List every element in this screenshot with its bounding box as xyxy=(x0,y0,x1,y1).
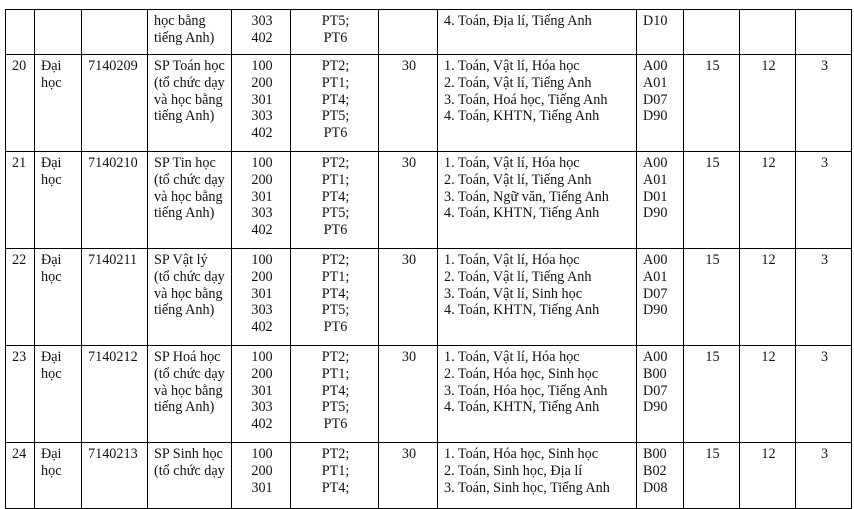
method-labels-line: PT6 xyxy=(323,222,348,239)
method-codes-line: 100 xyxy=(251,155,273,171)
subject-combinations-line: 1. Toán, Vật lí, Hóa học xyxy=(444,155,580,171)
subject-combinations xyxy=(438,346,637,443)
combination-codes-line: B00 xyxy=(643,365,667,382)
method-codes-line: 303 xyxy=(251,399,273,416)
count-3: 3 xyxy=(796,443,852,509)
subject-combinations xyxy=(438,55,637,152)
count-1 xyxy=(684,10,740,55)
combination-codes-line: D07 xyxy=(643,285,668,302)
program-code: 7140209 xyxy=(82,55,148,152)
quota: 30 xyxy=(379,249,438,346)
subject-combinations xyxy=(438,443,637,509)
level-cell-line: Đại xyxy=(41,349,62,365)
level-cell-line: học xyxy=(41,268,62,285)
method-labels-line: PT5; xyxy=(321,13,350,29)
subject-combinations-line: 1. Toán, Vật lí, Hóa học xyxy=(444,58,580,74)
method-labels-line: PT1; xyxy=(321,365,350,382)
level-cell-line: Đại xyxy=(41,155,62,171)
method-codes-line: 200 xyxy=(251,268,273,285)
combination-codes-line: A00 xyxy=(643,349,668,365)
method-labels-line: PT1; xyxy=(321,268,350,285)
method-labels-line: PT2; xyxy=(321,349,350,365)
subject-combinations-line: 4. Toán, KHTN, Tiếng Anh xyxy=(444,205,600,222)
method-codes-line: 303 xyxy=(251,108,273,125)
table-row xyxy=(6,55,852,152)
row-number: 20 xyxy=(6,55,35,152)
subject-combinations-line: 3. Toán, Sinh học, Tiếng Anh xyxy=(444,479,610,496)
subject-combinations-line: 1. Toán, Vật lí, Hóa học xyxy=(444,349,580,365)
count-2: 12 xyxy=(740,249,796,346)
method-codes-line: 301 xyxy=(251,479,273,496)
subject-combinations-line: 2. Toán, Vật lí, Tiếng Anh xyxy=(444,171,592,188)
method-codes-line: 200 xyxy=(251,74,273,91)
method-labels-line: PT6 xyxy=(323,416,348,433)
subject-combinations-line: 3. Toán, Ngữ văn, Tiếng Anh xyxy=(444,188,609,205)
method-labels-line: PT5; xyxy=(321,108,350,125)
program-name xyxy=(148,10,232,55)
subject-combinations xyxy=(438,152,637,249)
method-labels-line: PT6 xyxy=(323,319,348,336)
combination-codes-line: A01 xyxy=(643,268,668,285)
level-cell-line: học xyxy=(41,462,62,479)
level-cell xyxy=(35,10,82,55)
method-codes-line: 301 xyxy=(251,382,273,399)
method-labels-line: PT2; xyxy=(321,446,350,462)
count-1: 15 xyxy=(684,249,740,346)
method-labels-line: PT4; xyxy=(321,188,350,205)
row-number: 24 xyxy=(6,443,35,509)
count-3: 3 xyxy=(796,55,852,152)
quota: 30 xyxy=(379,346,438,443)
method-labels xyxy=(291,10,379,55)
combination-codes-line: A00 xyxy=(643,58,668,74)
program-name-line: (tổ chức dạy xyxy=(154,74,225,91)
program-name-line: và học bằng xyxy=(154,382,223,399)
program-code: 7140212 xyxy=(82,346,148,443)
program-name-line: SP Tin học xyxy=(154,155,216,171)
subject-combinations-line: 1. Toán, Hóa học, Sinh học xyxy=(444,446,598,462)
combination-codes-line: D90 xyxy=(643,205,668,222)
method-labels-line: PT4; xyxy=(321,91,350,108)
count-3: 3 xyxy=(796,152,852,249)
method-labels-line: PT2; xyxy=(321,252,350,268)
program-name-line: tiếng Anh) xyxy=(154,302,215,319)
method-labels-line: PT4; xyxy=(321,479,350,496)
program-code xyxy=(82,10,148,55)
row-number: 21 xyxy=(6,152,35,249)
method-labels-line: PT5; xyxy=(321,302,350,319)
count-1: 15 xyxy=(684,443,740,509)
subject-combinations-line: 2. Toán, Vật lí, Tiếng Anh xyxy=(444,268,592,285)
method-labels-line: PT5; xyxy=(321,205,350,222)
method-codes-line: 402 xyxy=(251,416,273,433)
table-row xyxy=(6,249,852,346)
method-codes-line: 200 xyxy=(251,171,273,188)
combination-codes-line: B00 xyxy=(643,446,667,462)
combination-codes xyxy=(637,55,684,152)
method-codes-line: 100 xyxy=(251,349,273,365)
combination-codes xyxy=(637,249,684,346)
subject-combinations-line: 2. Toán, Vật lí, Tiếng Anh xyxy=(444,74,592,91)
level-cell xyxy=(35,249,82,346)
method-codes-line: 100 xyxy=(251,58,273,74)
program-name-line: và học bằng xyxy=(154,91,223,108)
combination-codes-line: D07 xyxy=(643,91,668,108)
method-labels xyxy=(291,55,379,152)
level-cell-line: Đại xyxy=(41,252,62,268)
subject-combinations xyxy=(438,10,637,55)
program-name-line: SP Hoá học xyxy=(154,349,221,365)
subject-combinations-line: 1. Toán, Vật lí, Hóa học xyxy=(444,252,580,268)
subject-combinations-line: 4. Toán, KHTN, Tiếng Anh xyxy=(444,108,600,125)
level-cell-line: học xyxy=(41,365,62,382)
combination-codes-line: A01 xyxy=(643,74,668,91)
program-name xyxy=(148,152,232,249)
row-number: 23 xyxy=(6,346,35,443)
program-name-line: học bằng xyxy=(154,13,206,29)
method-labels-line: PT6 xyxy=(323,29,348,46)
program-name-line: và học bằng xyxy=(154,188,223,205)
method-codes-line: 301 xyxy=(251,285,273,302)
method-codes-line: 303 xyxy=(251,13,273,29)
count-3 xyxy=(796,10,852,55)
quota: 30 xyxy=(379,55,438,152)
program-name-line: tiếng Anh) xyxy=(154,108,215,125)
count-2: 12 xyxy=(740,346,796,443)
subject-combinations-line: 3. Toán, Hóa học, Tiếng Anh xyxy=(444,382,608,399)
program-name-line: (tổ chức dạy xyxy=(154,171,225,188)
combination-codes-line: D90 xyxy=(643,302,668,319)
program-code: 7140213 xyxy=(82,443,148,509)
method-labels-line: PT4; xyxy=(321,382,350,399)
level-cell xyxy=(35,55,82,152)
row-number xyxy=(6,10,35,55)
method-codes-line: 200 xyxy=(251,365,273,382)
program-name-line: SP Sinh học xyxy=(154,446,223,462)
subject-combinations-line: 2. Toán, Hóa học, Sinh học xyxy=(444,365,598,382)
combination-codes-line: B02 xyxy=(643,462,667,479)
method-labels-line: PT1; xyxy=(321,171,350,188)
count-1: 15 xyxy=(684,55,740,152)
program-name-line: (tổ chức dạy xyxy=(154,365,225,382)
quota: 30 xyxy=(379,152,438,249)
program-name-line: tiếng Anh) xyxy=(154,205,215,222)
table-row xyxy=(6,443,852,509)
table-row xyxy=(6,152,852,249)
method-codes-line: 200 xyxy=(251,462,273,479)
method-labels xyxy=(291,249,379,346)
program-name xyxy=(148,346,232,443)
method-labels xyxy=(291,152,379,249)
method-codes xyxy=(232,346,291,443)
combination-codes-line: D10 xyxy=(643,13,668,29)
method-codes-line: 402 xyxy=(251,319,273,336)
program-name-line: SP Toán học xyxy=(154,58,225,74)
level-cell-line: Đại xyxy=(41,58,62,74)
program-name-line: (tổ chức dạy xyxy=(154,268,225,285)
program-name-line: (tổ chức dạy xyxy=(154,462,225,479)
count-3: 3 xyxy=(796,249,852,346)
method-codes-line: 301 xyxy=(251,91,273,108)
count-2: 12 xyxy=(740,443,796,509)
subject-combinations-line: 3. Toán, Vật lí, Sinh học xyxy=(444,285,582,302)
method-codes xyxy=(232,55,291,152)
row-number: 22 xyxy=(6,249,35,346)
method-codes xyxy=(232,443,291,509)
method-labels-line: PT6 xyxy=(323,125,348,142)
method-codes-line: 100 xyxy=(251,252,273,268)
method-codes-line: 402 xyxy=(251,125,273,142)
count-1: 15 xyxy=(684,152,740,249)
level-cell xyxy=(35,152,82,249)
method-labels xyxy=(291,443,379,509)
table-row xyxy=(6,346,852,443)
method-labels-line: PT4; xyxy=(321,285,350,302)
combination-codes xyxy=(637,152,684,249)
combination-codes-line: D90 xyxy=(643,108,668,125)
program-name xyxy=(148,443,232,509)
combination-codes-line: A01 xyxy=(643,171,668,188)
program-name xyxy=(148,55,232,152)
combination-codes xyxy=(637,346,684,443)
method-labels-line: PT5; xyxy=(321,399,350,416)
program-name-line: SP Vật lý xyxy=(154,252,208,268)
table-row xyxy=(6,10,852,55)
method-codes-line: 303 xyxy=(251,302,273,319)
subject-combinations-line: 3. Toán, Hoá học, Tiếng Anh xyxy=(444,91,608,108)
combination-codes-line: A00 xyxy=(643,155,668,171)
program-code: 7140211 xyxy=(82,249,148,346)
combination-codes-line: D08 xyxy=(643,479,668,496)
program-name-line: tiếng Anh) xyxy=(154,29,215,46)
method-codes xyxy=(232,10,291,55)
subject-combinations xyxy=(438,249,637,346)
program-name-line: và học bằng xyxy=(154,285,223,302)
method-labels-line: PT2; xyxy=(321,58,350,74)
subject-combinations-line: 4. Toán, Địa lí, Tiếng Anh xyxy=(444,13,592,29)
method-codes-line: 303 xyxy=(251,205,273,222)
program-name xyxy=(148,249,232,346)
subject-combinations-line: 4. Toán, KHTN, Tiếng Anh xyxy=(444,399,600,416)
admissions-table xyxy=(5,9,852,509)
level-cell xyxy=(35,443,82,509)
combination-codes-line: D90 xyxy=(643,399,668,416)
level-cell-line: học xyxy=(41,171,62,188)
program-code: 7140210 xyxy=(82,152,148,249)
count-1: 15 xyxy=(684,346,740,443)
method-codes-line: 402 xyxy=(251,222,273,239)
method-codes-line: 301 xyxy=(251,188,273,205)
combination-codes-line: D01 xyxy=(643,188,668,205)
subject-combinations-line: 2. Toán, Sinh học, Địa lí xyxy=(444,462,583,479)
level-cell xyxy=(35,346,82,443)
method-labels xyxy=(291,346,379,443)
quota xyxy=(379,10,438,55)
count-2: 12 xyxy=(740,55,796,152)
method-labels-line: PT2; xyxy=(321,155,350,171)
level-cell-line: học xyxy=(41,74,62,91)
quota: 30 xyxy=(379,443,438,509)
subject-combinations-line: 4. Toán, KHTN, Tiếng Anh xyxy=(444,302,600,319)
count-2 xyxy=(740,10,796,55)
method-labels-line: PT1; xyxy=(321,462,350,479)
method-codes-line: 402 xyxy=(251,29,273,46)
combination-codes xyxy=(637,10,684,55)
method-codes xyxy=(232,152,291,249)
count-3: 3 xyxy=(796,346,852,443)
program-name-line: tiếng Anh) xyxy=(154,399,215,416)
method-codes xyxy=(232,249,291,346)
level-cell-line: Đại xyxy=(41,446,62,462)
method-codes-line: 100 xyxy=(251,446,273,462)
combination-codes-line: A00 xyxy=(643,252,668,268)
method-labels-line: PT1; xyxy=(321,74,350,91)
count-2: 12 xyxy=(740,152,796,249)
combination-codes xyxy=(637,443,684,509)
combination-codes-line: D07 xyxy=(643,382,668,399)
